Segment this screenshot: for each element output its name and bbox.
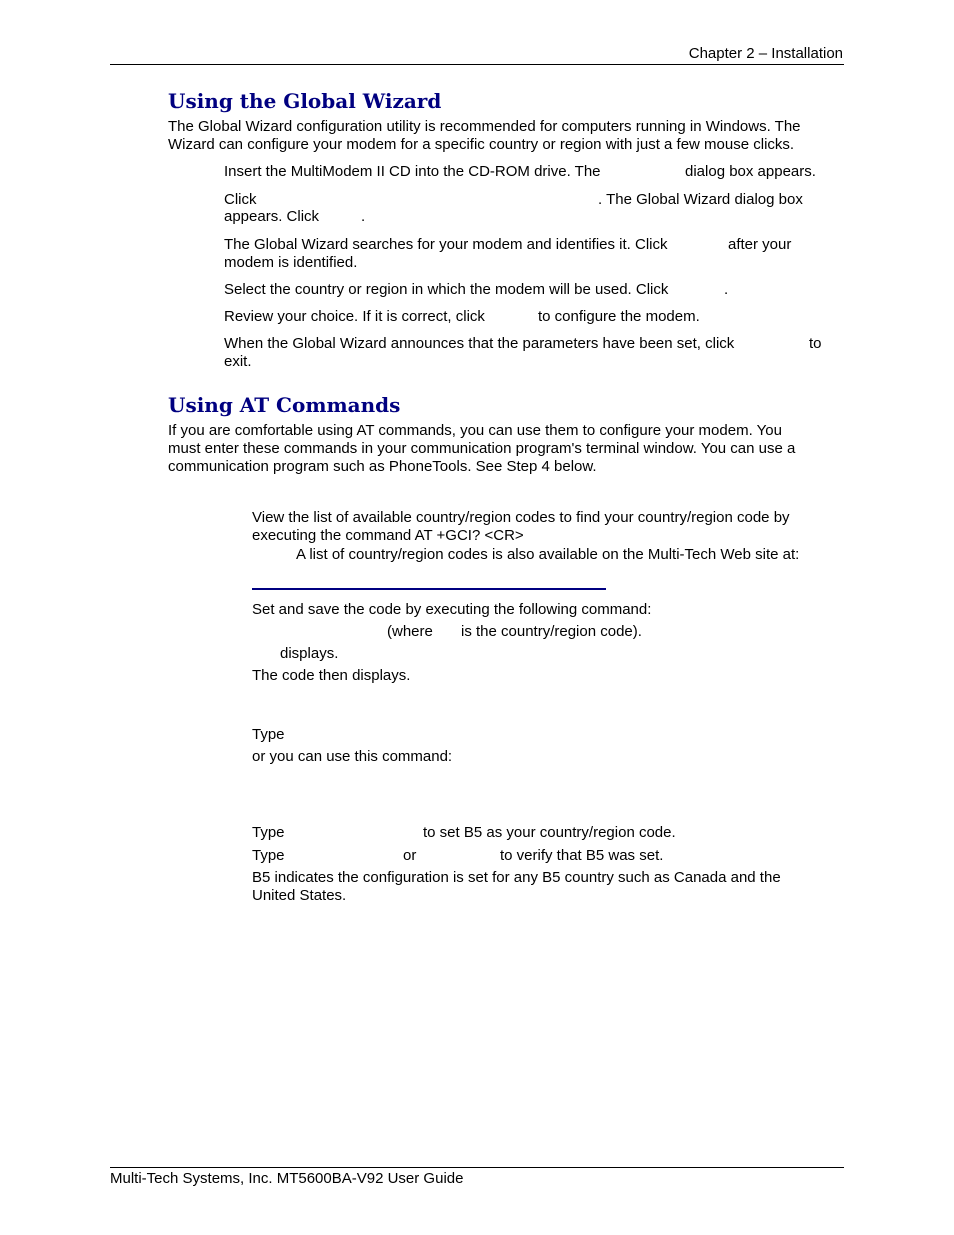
gw-step6-text: When the Global Wizard announces that the parameters have been set, click [224, 335, 735, 352]
at-step2-displays: displays. [280, 645, 339, 662]
header-rule [110, 64, 844, 65]
at-step2-code-note: is the country/region code). [461, 623, 642, 640]
global-wizard-intro-line1: The Global Wizard configuration utility is recommended for computers running in Windows. The [168, 118, 801, 135]
at-step1-command: executing the command AT +GCI? <CR> [252, 527, 524, 544]
at-step2-text: Set and save the code by executing the following command: [252, 601, 652, 618]
gw-step2-text-mid: . The Global Wizard dialog box [598, 191, 803, 208]
at-example-set-b5: to set B5 as your country/region code. [423, 824, 676, 841]
footer-text: Multi-Tech Systems, Inc. MT5600BA-V92 User Guide [110, 1170, 464, 1187]
global-wizard-intro-line2: Wizard can configure your modem for a specific country or region with just a few mouse clicks. [168, 136, 795, 153]
at-step3-type: Type [252, 726, 285, 743]
gw-step6-text-line2: exit. [224, 353, 252, 370]
at-step3-alt: or you can use this command: [252, 748, 453, 765]
gw-step5-text-end: to configure the modem. [538, 308, 700, 325]
gw-step3-text-mid: after your [728, 236, 792, 253]
gw-step5-text: Review your choice. If it is correct, click [224, 308, 485, 325]
gw-step1-text-end: dialog box appears. [685, 163, 816, 180]
gw-step2-text-end: . [361, 208, 366, 225]
at-example-type-1: Type [252, 824, 285, 841]
gw-step2-text-line2: appears. Click [224, 208, 320, 225]
at-commands-heading: Using AT Commands [168, 393, 401, 417]
gw-step2-text: Click [224, 191, 257, 208]
website-link-underline[interactable] [252, 588, 606, 590]
at-step1-text: View the list of available country/region codes to find your country/region code by [252, 509, 790, 526]
global-wizard-heading: Using the Global Wizard [168, 89, 442, 113]
at-intro-line1: If you are comfortable using AT commands, you can use them to configure your modem. You [168, 422, 782, 439]
gw-step4-text-end: . [724, 281, 729, 298]
at-intro-line3: communication program such as PhoneTools. See Step 4 below. [168, 458, 597, 475]
at-example-verify: to verify that B5 was set. [500, 847, 664, 864]
at-step2-where: (where [387, 623, 433, 640]
gw-step1-text: Insert the MultiModem II CD into the CD-ROM drive. The [224, 163, 601, 180]
gw-step3-text: The Global Wizard searches for your modem and identifies it. Click [224, 236, 668, 253]
at-example-b5-note-line2: United States. [252, 887, 347, 904]
at-step2-code-displays: The code then displays. [252, 667, 411, 684]
at-step1-note: A list of country/region codes is also available on the Multi-Tech Web site at: [296, 546, 800, 563]
at-example-or: or [403, 847, 417, 864]
gw-step3-text-line2: modem is identified. [224, 254, 358, 271]
at-example-type-2: Type [252, 847, 285, 864]
gw-step4-text: Select the country or region in which the modem will be used. Click [224, 281, 669, 298]
at-intro-line2: must enter these commands in your communication program's terminal window. You can use a [168, 440, 796, 457]
gw-step6-text-mid: to [809, 335, 822, 352]
chapter-header: Chapter 2 – Installation [688, 45, 843, 62]
footer-rule [110, 1167, 844, 1168]
at-example-b5-note-line1: B5 indicates the configuration is set for any B5 country such as Canada and the [252, 869, 781, 886]
